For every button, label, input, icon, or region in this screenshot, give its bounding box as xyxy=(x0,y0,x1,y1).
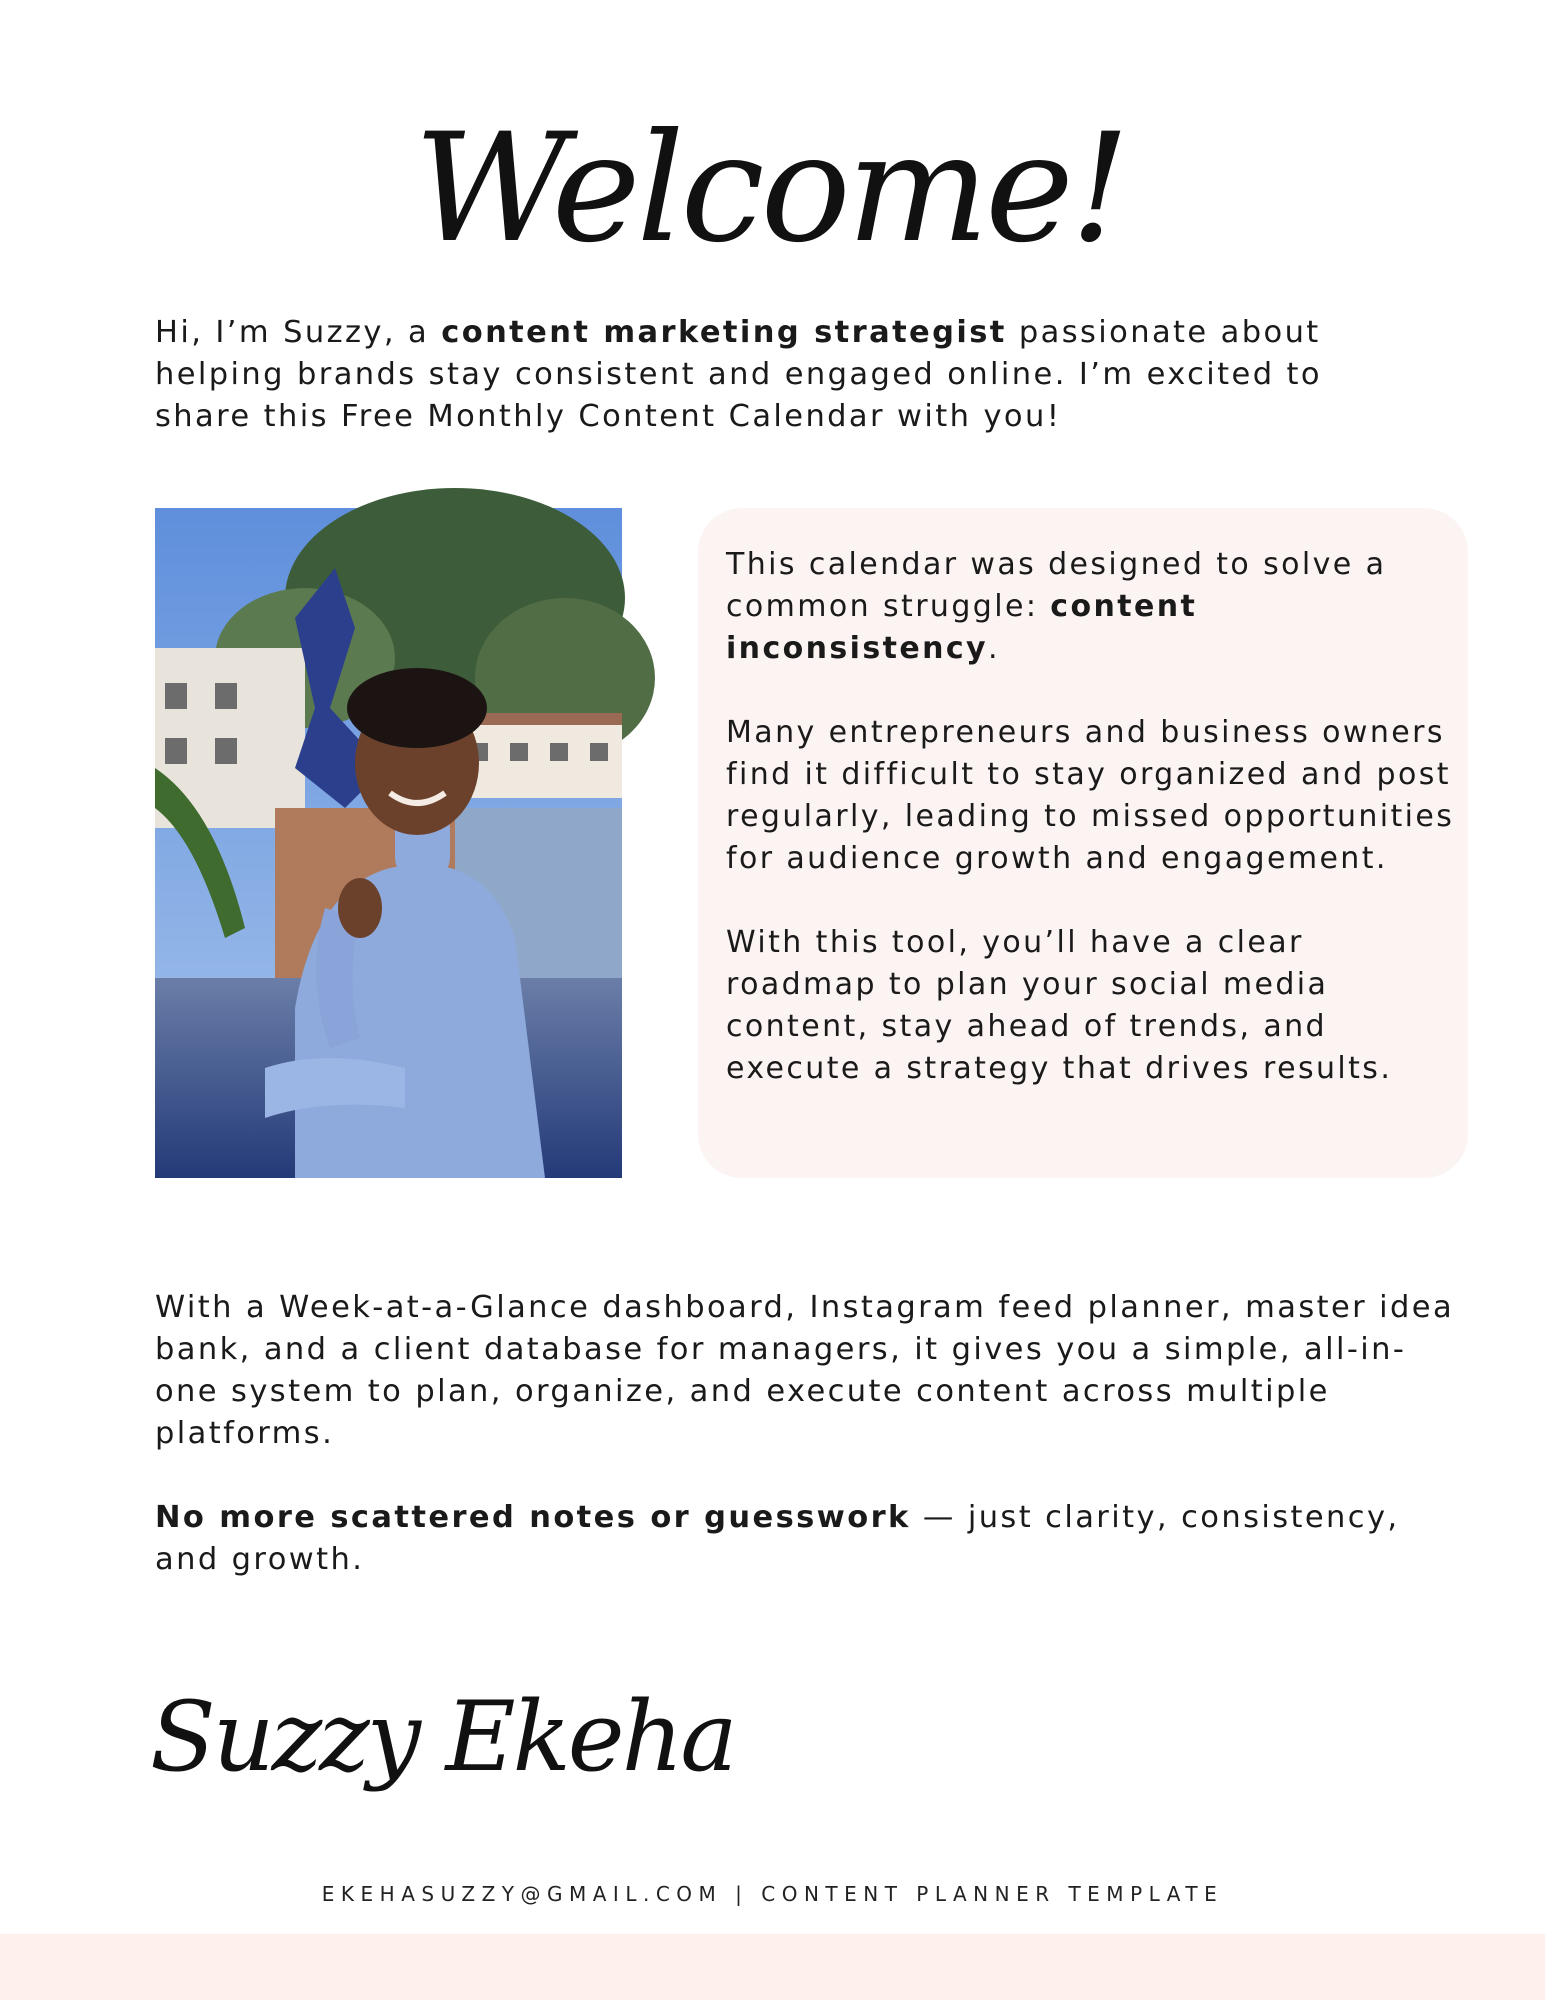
signature-text: Suzzy Ekeha xyxy=(150,1681,735,1793)
welcome-heading xyxy=(413,90,1127,290)
card-paragraph-2: Many entrepreneurs and business owners find it difficult to stay organized and post regularly, leading to missed opportunities for audience growth and engagement. xyxy=(726,715,1455,876)
footer-text: EKEHASUZZY@GMAIL.COM | CONTENT PLANNER TEMPLATE xyxy=(321,1882,1224,1906)
card-paragraph-1 xyxy=(726,544,1456,670)
card-paragraph-3: With this tool, you’ll have a clear roadmap to plan your social media content, stay ahead of trends, and execute a strategy that drives results. xyxy=(726,925,1393,1086)
intro-text-after: passionate about helping brands stay consistent and engaged online. I’m excited to share this Free Monthly Content Calendar with you! xyxy=(155,315,1322,434)
card-p1-after: . xyxy=(987,631,1000,666)
intro-text-bold: content marketing strategist xyxy=(441,315,1007,350)
features-paragraph: With a Week-at-a-Glance dashboard, Instagram feed planner, master idea bank, and a client database for managers, it gives you a simple, all-in-one system to plan, organize, and execute content across multiple platforms. xyxy=(155,1290,1455,1451)
info-card xyxy=(698,508,1468,1178)
intro-paragraph xyxy=(155,312,1415,438)
closing-bold: No more scattered notes or guesswork xyxy=(155,1500,911,1535)
card-p1-before: This calendar was designed to solve a common struggle: xyxy=(726,547,1387,624)
closing-paragraph xyxy=(155,1497,1455,1581)
card-p1-bold: content inconsistency xyxy=(726,589,1198,666)
signature xyxy=(150,1660,735,1830)
closing-after: — just clarity, consistency, and growth. xyxy=(155,1500,1400,1577)
intro-text-before: Hi, I’m Suzzy, a xyxy=(155,315,442,350)
footer-band xyxy=(0,1934,1545,2000)
welcome-heading-text: Welcome! xyxy=(413,102,1127,276)
portrait-photo xyxy=(155,508,622,1178)
